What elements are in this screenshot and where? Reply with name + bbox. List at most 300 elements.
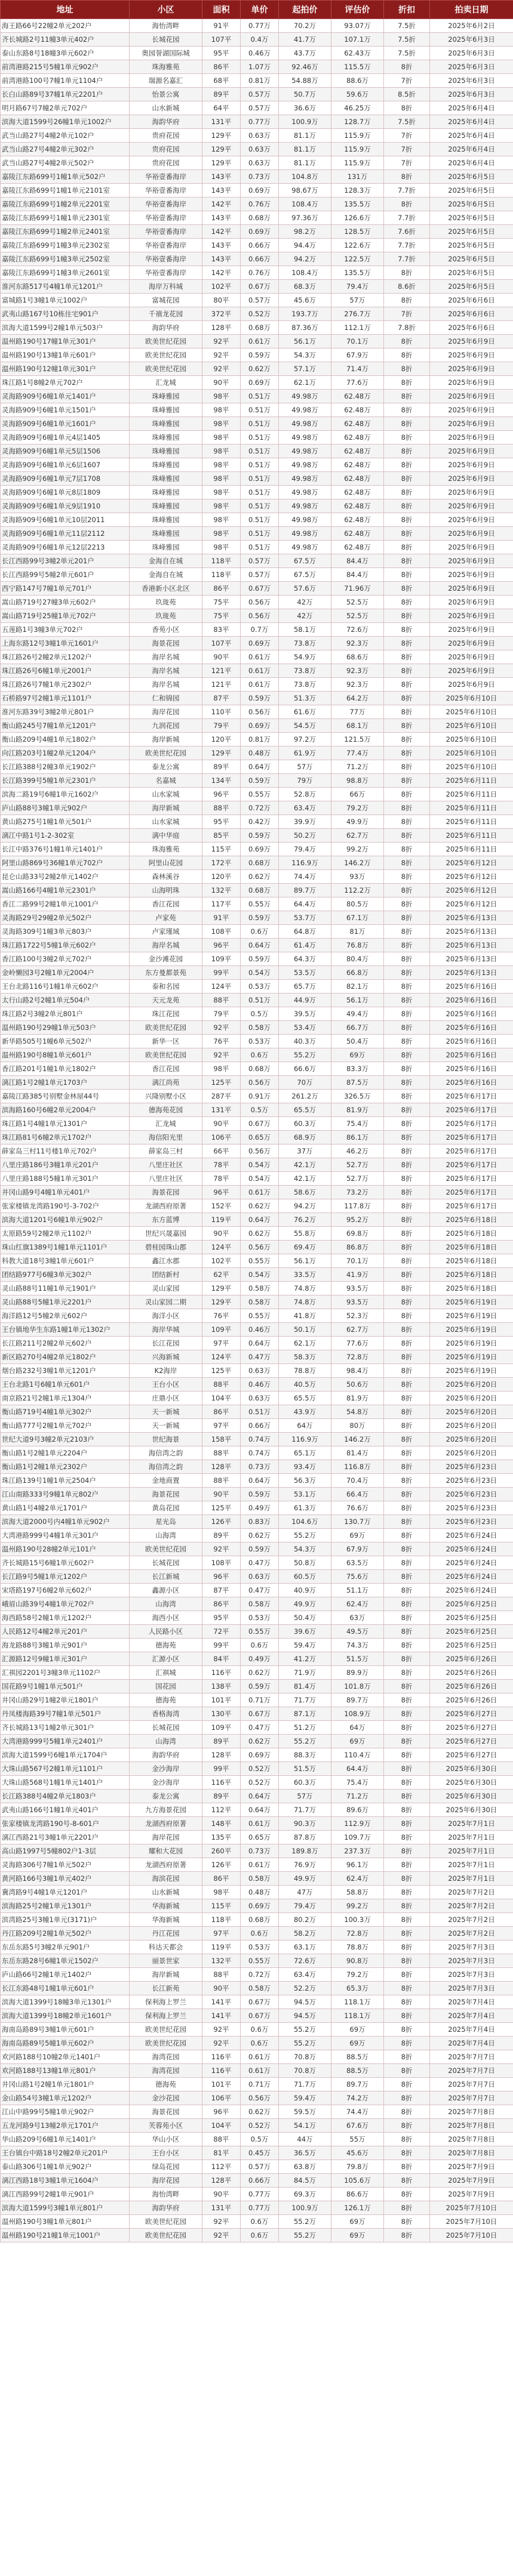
cell-community: 王台小区 [130, 1378, 202, 1392]
cell-starting-price: 116.9万 [279, 1433, 331, 1446]
cell-discount: 7折 [384, 74, 430, 88]
cell-discount: 7.5折 [384, 47, 430, 60]
cell-starting-price: 53.1万 [279, 1488, 331, 1501]
cell-community: 新华一区 [130, 1035, 202, 1048]
cell-starting-price: 59.4万 [279, 2091, 331, 2105]
cell-area: 89平 [202, 760, 241, 774]
cell-area: 92平 [202, 2023, 241, 2037]
cell-starting-price: 73.8万 [279, 664, 331, 678]
cell-community: 珠峰雅园 [130, 390, 202, 403]
cell-auction-date: 2025年6月13日 [430, 952, 513, 966]
cell-address: 太原路59号2幢2单元1102户 [1, 1227, 130, 1241]
cell-community: 卢家苑 [130, 911, 202, 925]
cell-auction-date: 2025年6月9日 [430, 486, 513, 499]
cell-community: 薛家岛三村 [130, 1144, 202, 1158]
cell-appraised-price: 88.6万 [331, 74, 384, 88]
cell-address: 长江东路48号1幢1单元601户 [1, 1982, 130, 1995]
cell-auction-date: 2025年6月5日 [430, 184, 513, 198]
cell-auction-date: 2025年6月9日 [430, 335, 513, 348]
cell-unit-price: 0.6万 [241, 2023, 279, 2037]
cell-auction-date: 2025年6月9日 [430, 609, 513, 623]
cell-starting-price: 49.98万 [279, 431, 331, 445]
cell-unit-price: 0.65万 [241, 1131, 279, 1144]
cell-appraised-price: 63.5万 [331, 1556, 384, 1570]
cell-community: 海信湾之韵 [130, 1460, 202, 1474]
cell-address: 长江中路376号1幢1单元1401户 [1, 843, 130, 856]
cell-auction-date: 2025年7月3日 [430, 1941, 513, 1954]
cell-area: 101平 [202, 2078, 241, 2091]
cell-appraised-price: 93.07万 [331, 19, 384, 33]
cell-starting-price: 56.3万 [279, 1474, 331, 1488]
cell-community: 香苑小区 [130, 623, 202, 637]
cell-area: 108平 [202, 1556, 241, 1570]
cell-appraised-price: 62.48万 [331, 445, 384, 458]
cell-appraised-price: 86.1万 [331, 1131, 384, 1144]
cell-area: 88平 [202, 994, 241, 1007]
cell-area: 79平 [202, 1007, 241, 1021]
table-row [1, 2023, 513, 2037]
cell-starting-price: 79.4万 [279, 1899, 331, 1913]
cell-area: 89平 [202, 1790, 241, 1803]
cell-unit-price: 0.72万 [241, 801, 279, 815]
cell-discount: 8折 [384, 1790, 430, 1803]
cell-address: 海南岛路89号5幢1单元602户 [1, 2037, 130, 2050]
table-row [1, 856, 513, 870]
table-row [1, 1570, 513, 1584]
cell-address: 香江路100号3幢2单元702户 [1, 952, 130, 966]
cell-appraised-price: 82.1万 [331, 980, 384, 994]
table-row [1, 335, 513, 348]
cell-unit-price: 0.61万 [241, 335, 279, 348]
cell-appraised-price: 87.5万 [331, 1076, 384, 1090]
cell-starting-price: 78.8万 [279, 1364, 331, 1378]
cell-area: 91平 [202, 911, 241, 925]
cell-starting-price: 61.3万 [279, 1501, 331, 1515]
cell-community: 华海新城 [130, 1913, 202, 1927]
cell-appraised-price: 326.5万 [331, 1090, 384, 1103]
cell-auction-date: 2025年6月3日 [430, 60, 513, 74]
cell-address: 温州路190号8幢1单元601户 [1, 1048, 130, 1062]
table-row [1, 1405, 513, 1419]
table-row [1, 2064, 513, 2078]
cell-community: 绿岛花园 [130, 2160, 202, 2174]
cell-area: 129平 [202, 156, 241, 170]
cell-area: 72平 [202, 1625, 241, 1639]
cell-area: 96平 [202, 2105, 241, 2119]
cell-starting-price: 49.98万 [279, 513, 331, 527]
cell-unit-price: 0.6万 [241, 2215, 279, 2229]
cell-discount: 8折 [384, 801, 430, 815]
cell-area: 95平 [202, 1611, 241, 1625]
cell-unit-price: 0.7万 [241, 623, 279, 637]
cell-address: 嘉陵江东路699号1幢1单元502户 [1, 170, 130, 184]
cell-area: 109平 [202, 1721, 241, 1735]
cell-community: 珠峰雅园 [130, 499, 202, 513]
table-row [1, 499, 513, 513]
cell-address: 烟台路232号3幢1单元1201户 [1, 1364, 130, 1378]
cell-community: 欧美世纪花园 [130, 1542, 202, 1556]
table-row [1, 2215, 513, 2229]
cell-starting-price: 76.9万 [279, 1858, 331, 1872]
cell-discount: 8折 [384, 1337, 430, 1350]
cell-auction-date: 2025年6月9日 [430, 678, 513, 692]
cell-area: 106平 [202, 2091, 241, 2105]
cell-starting-price: 69.3万 [279, 2188, 331, 2201]
cell-area: 104平 [202, 2119, 241, 2133]
cell-appraised-price: 75.6万 [331, 1570, 384, 1584]
table-row [1, 1474, 513, 1488]
table-body [1, 19, 513, 2242]
cell-unit-price: 0.68万 [241, 1913, 279, 1927]
cell-address: 武当山路27号4幢2单元502户 [1, 156, 130, 170]
cell-community: 海岸名城 [130, 650, 202, 664]
cell-starting-price: 39.6万 [279, 1625, 331, 1639]
cell-community: 保利海上罗兰 [130, 1995, 202, 2009]
cell-auction-date: 2025年6月9日 [430, 513, 513, 527]
cell-community: 富城花园 [130, 294, 202, 307]
cell-discount: 8折 [384, 1392, 430, 1405]
cell-community: 珠峰雅园 [130, 458, 202, 472]
cell-starting-price: 57万 [279, 1790, 331, 1803]
cell-community: 兴海新城 [130, 1350, 202, 1364]
table-row [1, 101, 513, 115]
cell-auction-date: 2025年7月10日 [430, 2229, 513, 2242]
cell-address: 滨海大道1201号6幢1单元902户 [1, 1213, 130, 1227]
cell-discount: 8折 [384, 2009, 430, 2023]
cell-discount: 8折 [384, 60, 430, 74]
cell-community: 欧美世纪花园 [130, 335, 202, 348]
cell-appraised-price: 62.48万 [331, 390, 384, 403]
cell-discount: 8折 [384, 1817, 430, 1831]
cell-address: 衡山路245号7幢1单元1201户 [1, 719, 130, 733]
cell-area: 134平 [202, 774, 241, 788]
cell-area: 128平 [202, 2174, 241, 2188]
cell-discount: 8折 [384, 1295, 430, 1309]
cell-community: 瑞源名嘉汇 [130, 74, 202, 88]
cell-address: 滨海大道1399号18幢3单元1301户 [1, 1995, 130, 2009]
cell-appraised-price: 81万 [331, 925, 384, 939]
cell-community: 海韵华府 [130, 1748, 202, 1762]
cell-starting-price: 42万 [279, 609, 331, 623]
cell-area: 86平 [202, 1872, 241, 1886]
cell-area: 117平 [202, 897, 241, 911]
cell-starting-price: 189.8万 [279, 1844, 331, 1858]
cell-unit-price: 0.64万 [241, 1337, 279, 1350]
cell-discount: 8折 [384, 1872, 430, 1886]
cell-starting-price: 58.2万 [279, 1927, 331, 1941]
cell-auction-date: 2025年6月25日 [430, 1625, 513, 1639]
cell-unit-price: 0.83万 [241, 1515, 279, 1529]
cell-appraised-price: 50.6万 [331, 1378, 384, 1392]
cell-address: 长江西路99号3幢2单元201户 [1, 554, 130, 568]
cell-unit-price: 0.46万 [241, 1378, 279, 1392]
table-row [1, 2229, 513, 2242]
cell-address: 温州路190号29幢1单元503户 [1, 1021, 130, 1035]
cell-community: 科达天都会 [130, 1941, 202, 1954]
cell-auction-date: 2025年6月19日 [430, 1364, 513, 1378]
cell-discount: 8折 [384, 1186, 430, 1199]
cell-discount: 7.7折 [384, 239, 430, 252]
table-row [1, 1199, 513, 1213]
cell-starting-price: 70.8万 [279, 2064, 331, 2078]
cell-auction-date: 2025年6月10日 [430, 746, 513, 760]
cell-auction-date: 2025年7月7日 [430, 2064, 513, 2078]
cell-appraised-price: 41.9万 [331, 1268, 384, 1282]
cell-community: 庄鼎小区 [130, 1392, 202, 1405]
cell-community: 香港新小区北区 [130, 582, 202, 596]
table-row [1, 678, 513, 692]
cell-area: 97平 [202, 1927, 241, 1941]
cell-address: 王台北路1号6幢1单元601户 [1, 1378, 130, 1392]
cell-address: 齐长城路2号11幢3单元402户 [1, 33, 130, 47]
cell-discount: 8折 [384, 1542, 430, 1556]
cell-unit-price: 0.63万 [241, 129, 279, 143]
cell-area: 119平 [202, 1213, 241, 1227]
cell-address: 漓江西路21号3幢1单元2201户 [1, 1831, 130, 1844]
cell-unit-price: 0.64万 [241, 1790, 279, 1803]
cell-address: 五龙河路9号13幢2单元1701户 [1, 2119, 130, 2133]
cell-area: 92平 [202, 1542, 241, 1556]
cell-starting-price: 41.7万 [279, 33, 331, 47]
cell-area: 86平 [202, 1405, 241, 1419]
cell-appraised-price: 69万 [331, 1048, 384, 1062]
cell-unit-price: 0.56万 [241, 1241, 279, 1254]
cell-starting-price: 108.4万 [279, 266, 331, 280]
table-row [1, 1913, 513, 1927]
cell-address: 峨眉山路39号4幢1单元702户 [1, 1597, 130, 1611]
cell-unit-price: 0.52万 [241, 1762, 279, 1776]
table-row [1, 1844, 513, 1858]
cell-starting-price: 94.2万 [279, 1199, 331, 1213]
cell-area: 129平 [202, 746, 241, 760]
cell-address: 滨海大道1599号26幢1单元1002户 [1, 115, 130, 129]
cell-auction-date: 2025年6月9日 [430, 458, 513, 472]
cell-starting-price: 55.2万 [279, 2023, 331, 2037]
cell-unit-price: 0.74万 [241, 1446, 279, 1460]
cell-community: 珠峰雅园 [130, 513, 202, 527]
cell-discount: 8折 [384, 1515, 430, 1529]
table-row [1, 623, 513, 637]
cell-starting-price: 42万 [279, 596, 331, 609]
cell-unit-price: 0.5万 [241, 2133, 279, 2146]
cell-appraised-price: 45.6万 [331, 2146, 384, 2160]
cell-auction-date: 2025年6月4日 [430, 115, 513, 129]
cell-auction-date: 2025年6月5日 [430, 280, 513, 294]
cell-auction-date: 2025年6月30日 [430, 1803, 513, 1817]
cell-community: 灵山家园 [130, 1282, 202, 1295]
cell-appraised-price: 78.8万 [331, 1941, 384, 1954]
cell-discount: 8折 [384, 2160, 430, 2174]
cell-appraised-price: 118.1万 [331, 1995, 384, 2009]
cell-address: 珠江路26号2幢2单元1202户 [1, 650, 130, 664]
cell-area: 92平 [202, 1048, 241, 1062]
cell-starting-price: 58.3万 [279, 1350, 331, 1364]
cell-appraised-price: 72.8万 [331, 1927, 384, 1941]
cell-starting-price: 60.3万 [279, 1776, 331, 1790]
cell-address: 武夷山路167号10栋住宅901户 [1, 307, 130, 321]
table-row [1, 1090, 513, 1103]
header-starting-price: 起拍价 [279, 1, 331, 19]
cell-starting-price: 47万 [279, 1886, 331, 1899]
cell-address: 灵海路309号1幢3单元803户 [1, 925, 130, 939]
table-row [1, 1556, 513, 1570]
cell-address: 张家楼镇龙湾路190号-8-601户 [1, 1817, 130, 1831]
table-row [1, 1776, 513, 1790]
cell-starting-price: 55.2万 [279, 1529, 331, 1542]
cell-starting-price: 81.1万 [279, 156, 331, 170]
cell-area: 172平 [202, 856, 241, 870]
cell-community: 珠峰雅园 [130, 431, 202, 445]
cell-unit-price: 0.63万 [241, 156, 279, 170]
cell-area: 112平 [202, 2160, 241, 2174]
cell-starting-price: 49.98万 [279, 541, 331, 554]
cell-auction-date: 2025年7月3日 [430, 1982, 513, 1995]
cell-starting-price: 53.7万 [279, 911, 331, 925]
cell-auction-date: 2025年6月10日 [430, 760, 513, 774]
cell-community: 漓中华庭 [130, 829, 202, 843]
cell-area: 89平 [202, 1735, 241, 1748]
cell-discount: 8折 [384, 884, 430, 897]
cell-area: 142平 [202, 266, 241, 280]
cell-discount: 8折 [384, 403, 430, 417]
cell-unit-price: 0.46万 [241, 47, 279, 60]
cell-community: 德海苑 [130, 2078, 202, 2091]
cell-unit-price: 0.61万 [241, 2064, 279, 2078]
cell-appraised-price: 62.48万 [331, 513, 384, 527]
cell-address: 庐山路66号2幢1单元1402户 [1, 1968, 130, 1982]
cell-starting-price: 84.5万 [279, 2174, 331, 2188]
cell-appraised-price: 80万 [331, 1419, 384, 1433]
cell-address: 汇源路12号9幢1单元301户 [1, 1652, 130, 1666]
cell-area: 143平 [202, 252, 241, 266]
table-row [1, 445, 513, 458]
cell-unit-price: 0.62万 [241, 870, 279, 884]
cell-auction-date: 2025年6月27日 [430, 1735, 513, 1748]
cell-auction-date: 2025年6月5日 [430, 198, 513, 211]
cell-community: 海湾花园 [130, 2050, 202, 2064]
cell-discount: 8折 [384, 101, 430, 115]
cell-community: 碧桂园珠山郡 [130, 1241, 202, 1254]
cell-unit-price: 0.6万 [241, 1639, 279, 1652]
cell-discount: 8折 [384, 664, 430, 678]
cell-unit-price: 0.54万 [241, 966, 279, 980]
table-row [1, 1392, 513, 1405]
cell-appraised-price: 89.6万 [331, 1803, 384, 1817]
cell-community: 金沙滩花园 [130, 952, 202, 966]
cell-address: 珠江路1号4幢1单元1301户 [1, 1117, 130, 1131]
cell-auction-date: 2025年7月4日 [430, 2037, 513, 2050]
cell-appraised-price: 116.8万 [331, 1460, 384, 1474]
cell-unit-price: 0.69万 [241, 637, 279, 650]
table-row [1, 1858, 513, 1872]
cell-area: 90平 [202, 1488, 241, 1501]
cell-auction-date: 2025年6月20日 [430, 1419, 513, 1433]
cell-community: 华裕壹番海岸 [130, 266, 202, 280]
cell-auction-date: 2025年6月5日 [430, 225, 513, 239]
cell-discount: 8折 [384, 1886, 430, 1899]
cell-community: 海景花园 [130, 1186, 202, 1199]
cell-community: 贵府花园 [130, 156, 202, 170]
cell-starting-price: 93.4万 [279, 1460, 331, 1474]
cell-discount: 8折 [384, 2188, 430, 2201]
cell-appraised-price: 122.5万 [331, 252, 384, 266]
cell-auction-date: 2025年6月11日 [430, 843, 513, 856]
cell-discount: 7.6折 [384, 225, 430, 239]
cell-starting-price: 61.9万 [279, 746, 331, 760]
cell-discount: 8折 [384, 2215, 430, 2229]
cell-unit-price: 0.53万 [241, 980, 279, 994]
cell-auction-date: 2025年6月16日 [430, 1021, 513, 1035]
cell-appraised-price: 128.7万 [331, 115, 384, 129]
cell-discount: 8折 [384, 527, 430, 541]
cell-auction-date: 2025年6月30日 [430, 1776, 513, 1790]
cell-discount: 8折 [384, 637, 430, 650]
cell-discount: 8折 [384, 1927, 430, 1941]
cell-appraised-price: 77.6万 [331, 1337, 384, 1350]
cell-appraised-price: 76.6万 [331, 1501, 384, 1515]
cell-auction-date: 2025年7月8日 [430, 2119, 513, 2133]
header-appraised-price: 评估价 [331, 1, 384, 19]
table-row [1, 321, 513, 335]
cell-area: 92平 [202, 2037, 241, 2050]
cell-area: 88平 [202, 1446, 241, 1460]
cell-discount: 8折 [384, 733, 430, 746]
cell-area: 79平 [202, 719, 241, 733]
cell-area: 107平 [202, 33, 241, 47]
cell-area: 116平 [202, 1776, 241, 1790]
cell-auction-date: 2025年6月3日 [430, 33, 513, 47]
table-row [1, 554, 513, 568]
cell-appraised-price: 105.6万 [331, 2174, 384, 2188]
cell-auction-date: 2025年6月24日 [430, 1542, 513, 1556]
cell-appraised-price: 88.5万 [331, 2064, 384, 2078]
cell-starting-price: 62.1万 [279, 376, 331, 390]
cell-address: 金山路54号3幢1单元1202户 [1, 2091, 130, 2105]
cell-appraised-price: 92.3万 [331, 664, 384, 678]
cell-appraised-price: 99.2万 [331, 843, 384, 856]
table-row [1, 1899, 513, 1913]
cell-address: 衡山路1号2幢1单元2302户 [1, 1460, 130, 1474]
cell-community: 龙湖西府原著 [130, 1858, 202, 1872]
cell-auction-date: 2025年7月1日 [430, 1844, 513, 1858]
cell-starting-price: 64.4万 [279, 897, 331, 911]
cell-appraised-price: 68.1万 [331, 719, 384, 733]
cell-auction-date: 2025年6月10日 [430, 692, 513, 705]
cell-unit-price: 0.64万 [241, 1474, 279, 1488]
cell-appraised-price: 62.48万 [331, 499, 384, 513]
cell-unit-price: 0.52万 [241, 2119, 279, 2133]
table-row [1, 1721, 513, 1735]
cell-auction-date: 2025年6月9日 [430, 472, 513, 486]
cell-unit-price: 0.62万 [241, 1735, 279, 1748]
cell-discount: 8折 [384, 362, 430, 376]
cell-appraised-price: 52.7万 [331, 1158, 384, 1172]
cell-appraised-price: 121.5万 [331, 733, 384, 746]
table-row [1, 1035, 513, 1048]
cell-appraised-price: 62.48万 [331, 486, 384, 499]
cell-community: 海岸名城 [130, 939, 202, 952]
table-row [1, 1048, 513, 1062]
cell-address: 嵩山路719号27幢3单元602户 [1, 596, 130, 609]
cell-address: 珠江路2号3幢2单元801户 [1, 1007, 130, 1021]
cell-community: K2海岸 [130, 1364, 202, 1378]
cell-appraised-price: 79.2万 [331, 801, 384, 815]
cell-community: 海洋小区 [130, 1309, 202, 1323]
cell-discount: 8折 [384, 1048, 430, 1062]
cell-appraised-price: 115.9万 [331, 143, 384, 156]
cell-starting-price: 55.2万 [279, 2215, 331, 2229]
cell-auction-date: 2025年6月9日 [430, 431, 513, 445]
